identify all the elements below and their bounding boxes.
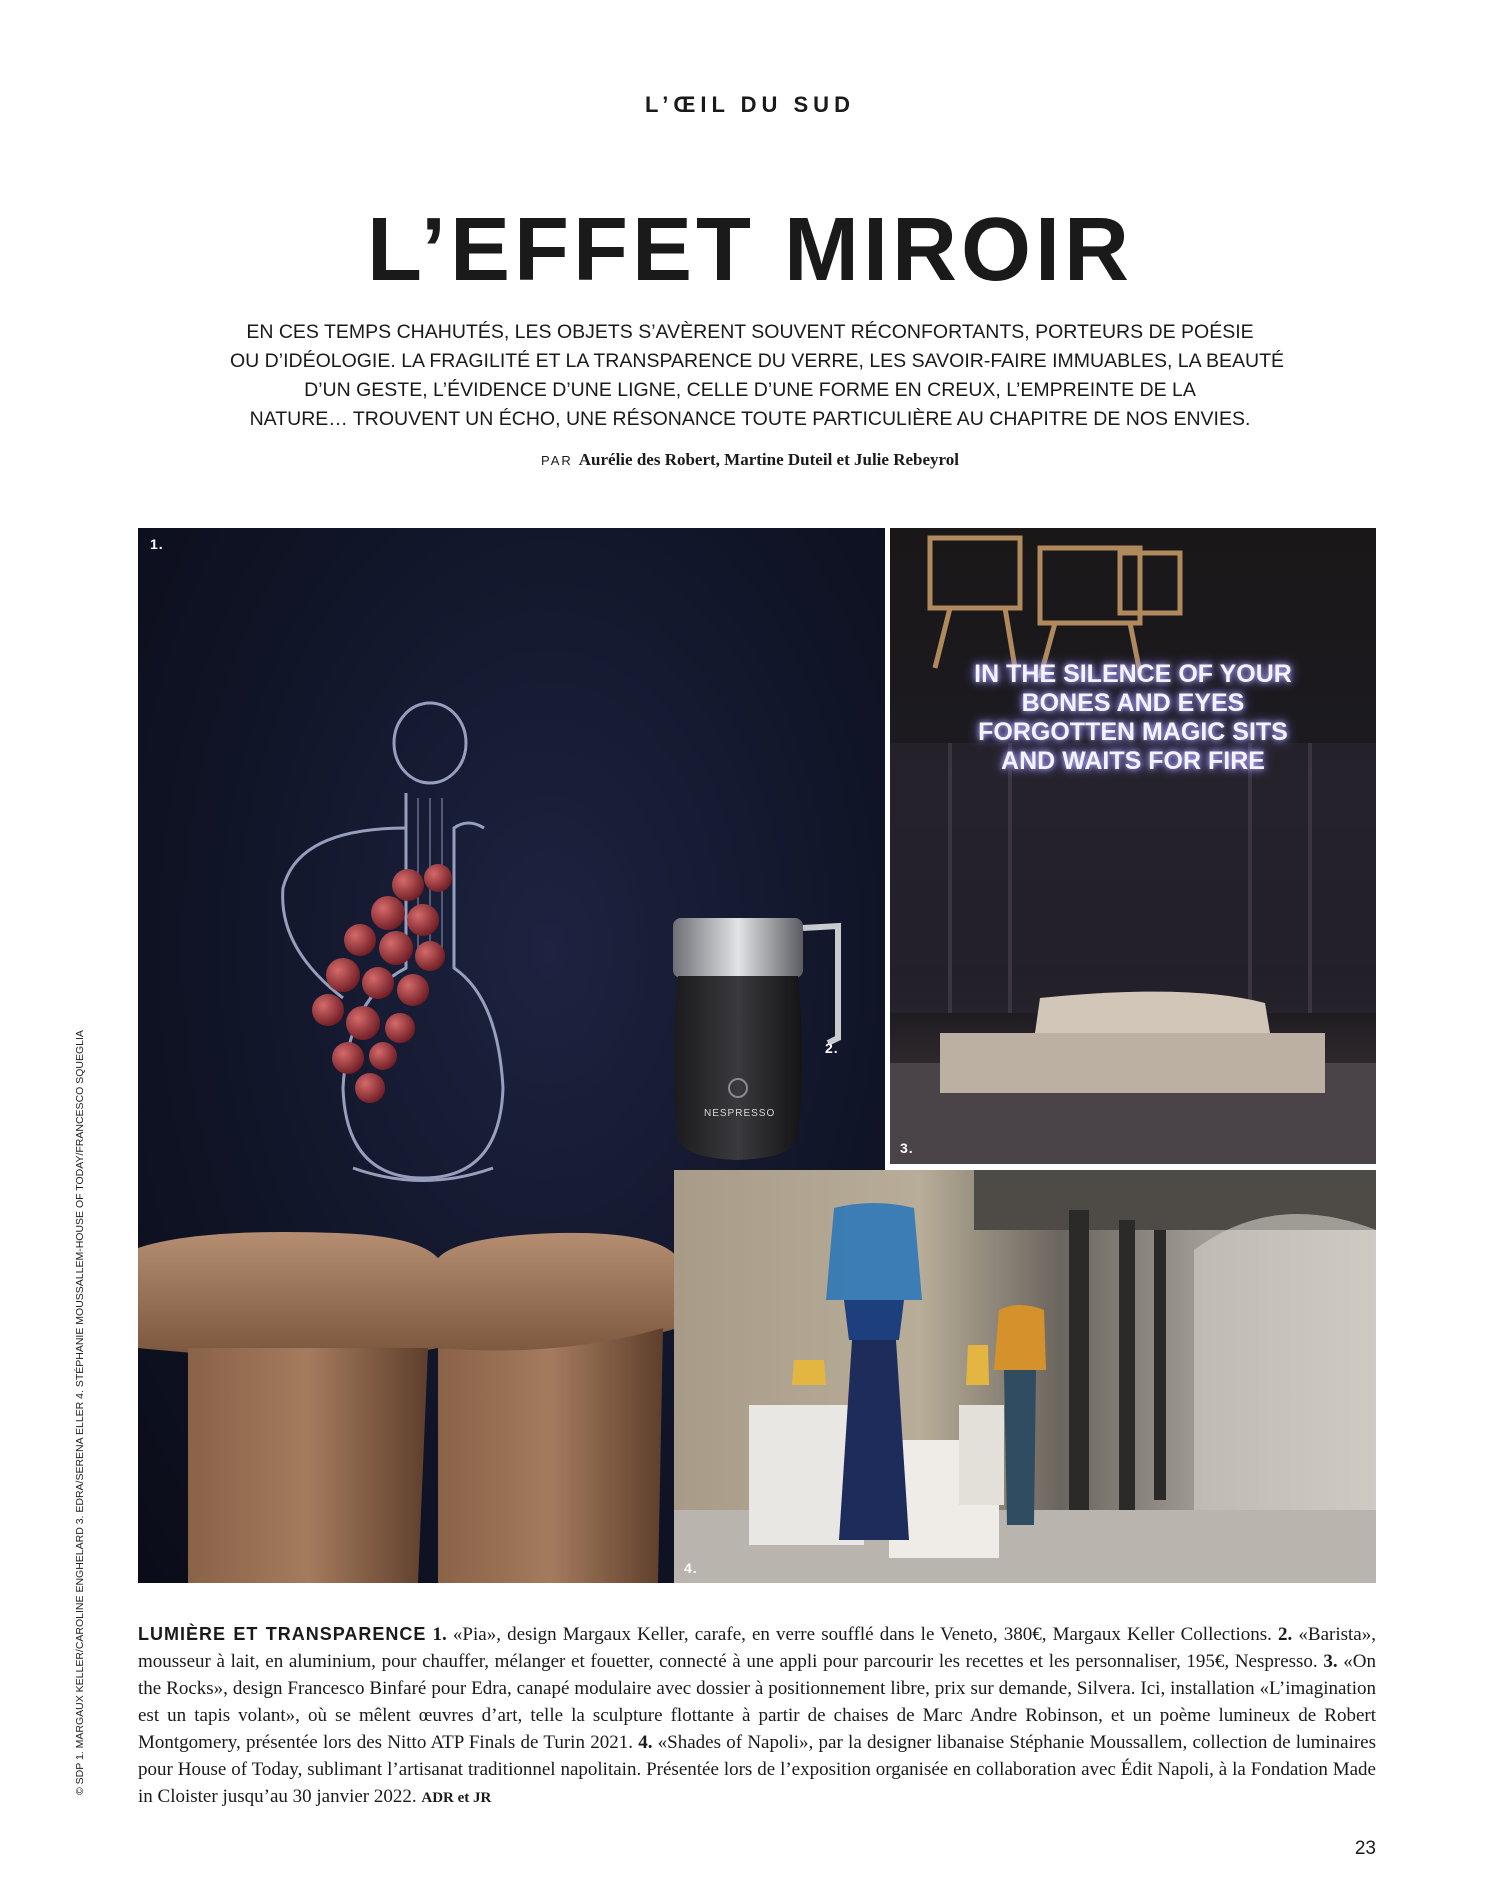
page-number: 23: [1354, 1838, 1376, 1859]
caption-text: «On the Rocks», design Francesco Binfaré pour Edra, canapé modulaire avec dossier à positionnement libre, prix sur demande, Silvera. Ici, installation «L’imagination est un tapis volant», où se mêlent œuvres d’art, telle la sculpture flottante à partir de chaises de Marc Andre Robinson, et un poème lumineux de Robert Montgomery, présentée lors des Nitto ATP Finals de Turin 2021.: [138, 1651, 1376, 1753]
caption-text: «Barista», mousseur à lait, en aluminium, pour chauffer, mélanger et fouetter, connecté à une appli pour parcourir les recettes et les personnaliser, 195€, Nespresso.: [138, 1624, 1376, 1672]
caption-text: «Shades of Napoli», par la designer libanaise Stéphanie Moussallem, collection de luminaires pour House of Today, sublimant l’artisanat traditionnel napolitain. Présentée lors de l’exposition organisée en collaboration avec Édit Napoli, à la Fondation Made in Cloister jusqu’au 30 janvier 2022.: [138, 1732, 1376, 1807]
caption-lead: LUMIÈRE ET TRANSPARENCE: [138, 1624, 427, 1644]
byline: [0, 450, 1500, 470]
photo-number: 3.: [900, 1140, 914, 1156]
intro-line: D’UN GESTE, L’ÉVIDENCE D’UNE LIGNE, CELLE D’UNE FORME EN CREUX, L’EMPREINTE DE LA: [304, 379, 1196, 401]
article-intro: [230, 318, 1285, 434]
caption-number: 2.: [1278, 1624, 1293, 1645]
neon-line: BONES AND EYES: [1021, 689, 1245, 717]
neon-line: IN THE SILENCE OF YOUR: [974, 660, 1292, 688]
neon-line: AND WAITS FOR FIRE: [1001, 747, 1265, 775]
photo-number: 1.: [150, 536, 164, 552]
photo-credit: © SDP 1. MARGAUX KELLER/CAROLINE ENGHELARD 3. EDRA/SERENA ELLER 4. STÉPHANIE MOUSSALLEM-HOUSE OF TODAY/FRANCESCO SQUEGLIA: [74, 1030, 86, 1795]
nespresso-logo: NESPRESSO: [704, 1108, 776, 1119]
caption-signature: ADR et JR: [421, 1790, 492, 1806]
frother-illustration: [673, 918, 838, 1160]
lamps-illustration: [674, 1170, 1376, 1583]
photo-lamps-cloister: [674, 1170, 1376, 1583]
caption-text: «Pia», design Margaux Keller, carafe, en verre soufflé dans le Veneto, 380€, Margaux Keller Collections.: [446, 1624, 1279, 1645]
section-rubric: L’ŒIL DU SUD: [645, 92, 855, 117]
intro-line: OU D’IDÉOLOGIE. LA FRAGILITÉ ET LA TRANSPARENCE DU VERRE, LES SAVOIR-FAIRE IMMUABLES, LA BEAUTÉ: [230, 350, 1285, 372]
neon-line: FORGOTTEN MAGIC SITS: [978, 718, 1288, 746]
installation-illustration: [890, 528, 1376, 1164]
photo-number: 4.: [684, 1560, 698, 1576]
photo-caption: [138, 1621, 1376, 1812]
caption-number: 4.: [638, 1732, 653, 1753]
caption-number: 3.: [1323, 1651, 1338, 1672]
neon-poem: [890, 660, 1376, 776]
article-headline: L’EFFET MIROIR: [367, 200, 1133, 300]
byline-prefix: PAR: [541, 453, 573, 468]
caption-number: 1.: [432, 1624, 447, 1645]
byline-authors: Aurélie des Robert, Martine Duteil et Julie Rebeyrol: [578, 450, 959, 469]
intro-line: NATURE… TROUVENT UN ÉCHO, UNE RÉSONANCE TOUTE PARTICULIÈRE AU CHAPITRE DE NOS ENVIES.: [249, 408, 1251, 430]
photo-number: 2.: [825, 1040, 839, 1056]
photo-neon-installation: [890, 528, 1376, 1164]
intro-line: EN CES TEMPS CHAHUTÉS, LES OBJETS S’AVÈRENT SOUVENT RÉCONFORTANTS, PORTEURS DE POÉSIE: [246, 321, 1254, 343]
